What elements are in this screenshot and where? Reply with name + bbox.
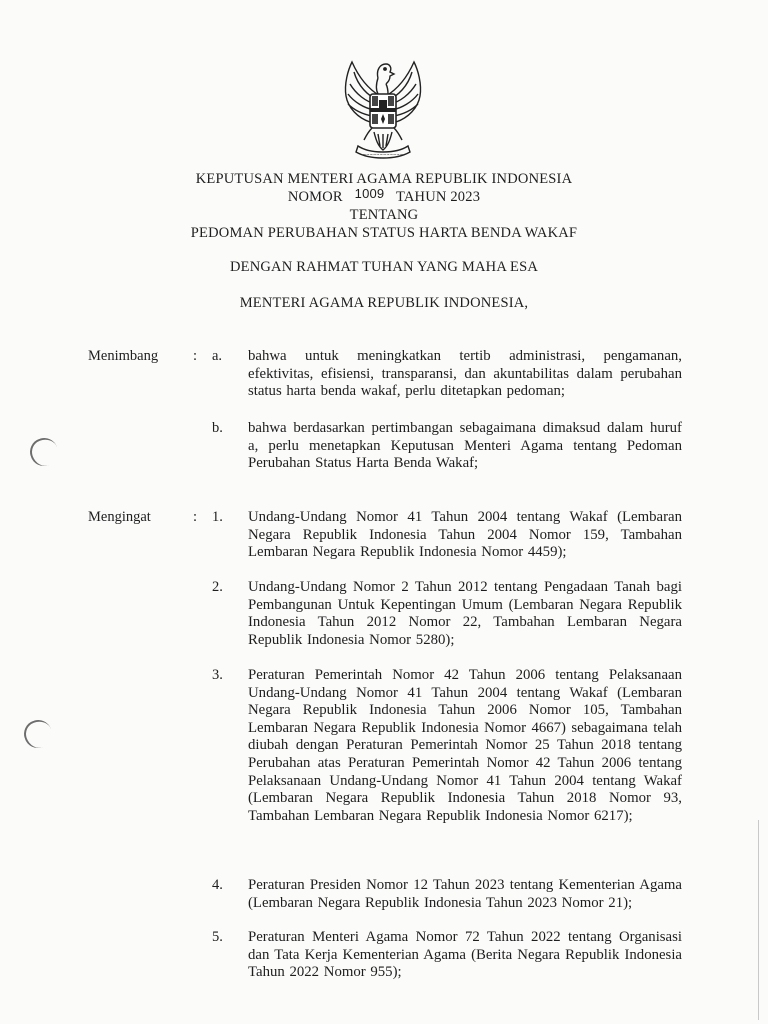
nomor-label: NOMOR [287, 189, 343, 205]
item-text: Peraturan Presiden Nomor 12 Tahun 2023 tentang Kementerian Agama (Lembaran Negara Republik Indonesia Tahun 2023 Nomor 21); [248, 877, 682, 911]
item-text: bahwa berdasarkan pertimbangan sebagaimana dimaksud dalam huruf a, perlu menetapkan Keputusan Menteri Agama tentang Pedoman Perubahan Status Harta Benda Wakaf; [248, 420, 682, 472]
tahun-label: TAHUN 2023 [395, 189, 481, 205]
punch-hole [26, 434, 62, 470]
punch-hole [20, 716, 56, 752]
menimbang-label: Menimbang [88, 348, 159, 364]
decree-number-line [0, 188, 768, 206]
item-marker: 3. [212, 667, 223, 683]
decree-header [0, 170, 768, 312]
menteri-line: MENTERI AGAMA REPUBLIK INDONESIA, [239, 295, 529, 311]
garuda-emblem-icon [330, 48, 436, 162]
decree-subject: PEDOMAN PERUBAHAN STATUS HARTA BENDA WAKAF [190, 225, 578, 241]
item-text: bahwa untuk meningkatkan tertib administrasi, pengamanan, efektivitas, efisiensi, transparansi, dan akuntabilitas dalam perubahan status harta benda wakaf, perlu ditetapkan pedoman; [248, 348, 682, 400]
scan-edge [758, 820, 759, 1020]
menimbang-colon: : [193, 348, 198, 364]
item-marker: 2. [212, 579, 223, 595]
nomor-value: 1009 [354, 186, 385, 201]
item-marker: 5. [212, 929, 223, 945]
rahmat-line: DENGAN RAHMAT TUHAN YANG MAHA ESA [229, 259, 539, 275]
tentang-label: TENTANG [349, 207, 419, 223]
svg-text:~~~~~~~~~~~~: ~~~~~~~~~~~~ [362, 152, 404, 157]
item-marker: 1. [212, 509, 223, 525]
item-marker: 4. [212, 877, 223, 893]
item-text: Undang-Undang Nomor 2 Tahun 2012 tentang Pengadaan Tanah bagi Pembangunan Untuk Kepentingan Umum (Lembaran Negara Republik Indonesia Tahun 2012 Nomor 22, Tambahan Lembaran Negara Republik Indonesia Nomor 5280); [248, 579, 682, 648]
item-text: Undang-Undang Nomor 41 Tahun 2004 tentang Wakaf (Lembaran Negara Republik Indonesia Tahun 2004 Nomor 159, Tambahan Lembaran Negara Republik Indonesia Nomor 4459); [248, 509, 682, 561]
mengingat-colon: : [193, 509, 198, 525]
item-marker: b. [212, 420, 223, 436]
item-text: Peraturan Menteri Agama Nomor 72 Tahun 2022 tentang Organisasi dan Tata Kerja Kementerian Agama (Berita Negara Republik Indonesia Tahun 2022 Nomor 955); [248, 929, 682, 981]
item-text: Peraturan Pemerintah Nomor 42 Tahun 2006 tentang Pelaksanaan Undang-Undang Nomor 41 Tahun 2004 tentang Wakaf (Lembaran Negara Republik Indonesia Tahun 2006 Nomor 105, Tambahan Lembaran Negara Republik Indonesia Nomor 4667) sebagaimana telah diubah dengan Peraturan Pemerintah Nomor 25 Tahun 2018 tentang Perubahan atas Peraturan Pemerintah Nomor 42 Tahun 2006 tentang Pelaksanaan Undang-Undang Nomor 41 Tahun 2004 tentang Wakaf (Lembaran Negara Republik Indonesia Tahun 2018 Nomor 93, Tambahan Lembaran Negara Republik Indonesia Nomor 6217); [248, 667, 682, 824]
decree-title: KEPUTUSAN MENTERI AGAMA REPUBLIK INDONESIA [195, 171, 573, 187]
item-marker: a. [212, 348, 223, 364]
mengingat-label: Mengingat [88, 509, 151, 525]
